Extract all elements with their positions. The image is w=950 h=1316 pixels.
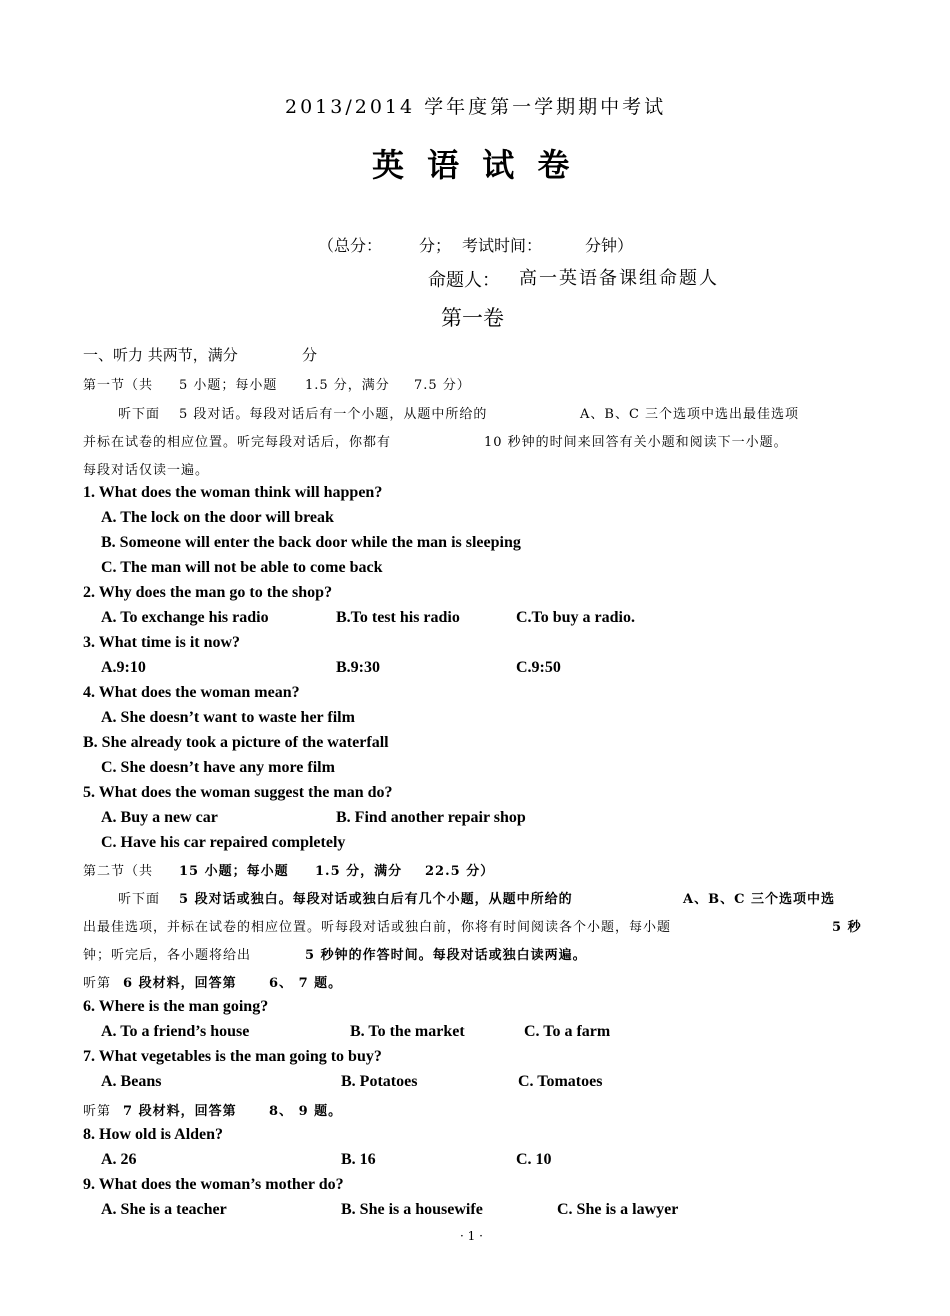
question-3: 3. What time is it now? bbox=[83, 634, 241, 651]
part1-total: 7.5 分） bbox=[414, 378, 471, 393]
part1-instr1-a: 听下面 bbox=[118, 407, 161, 422]
time-unit: 分钟） bbox=[585, 236, 634, 255]
q1-option-a: A. The lock on the door will break bbox=[101, 509, 334, 526]
section-heading-unit: 分 bbox=[302, 346, 318, 364]
q6-option-b: B. To the market bbox=[350, 1023, 465, 1040]
part2-label: 第二节（共 bbox=[83, 864, 154, 879]
q8-option-a: A. 26 bbox=[101, 1151, 137, 1168]
part2-instr1-b: 5 段对话或独白。每段对话或独白后有几个小题，从题中所给的 bbox=[179, 892, 573, 907]
segment6-label: 听第 bbox=[83, 976, 112, 991]
part1-instr3: 每段对话仅读一遍。 bbox=[83, 463, 210, 478]
q9-option-a: A. She is a teacher bbox=[101, 1201, 227, 1218]
question-6: 6. Where is the man going? bbox=[83, 998, 269, 1015]
part2-instr3-a: 钟；听完后，各小题将给出 bbox=[83, 948, 252, 963]
q6-option-a: A. To a friend’s house bbox=[101, 1023, 250, 1040]
part2-total: 22.5 分） bbox=[425, 864, 495, 879]
exam-time-label: 考试时间： bbox=[462, 236, 543, 255]
question-5: 5. What does the woman suggest the man do? bbox=[83, 784, 393, 801]
part1-points: 1.5 分，满分 bbox=[305, 378, 390, 393]
q4-option-a: A. She doesn’t want to waste her film bbox=[101, 709, 355, 726]
q1-option-c: C. The man will not be able to come back bbox=[101, 559, 383, 576]
q4-option-c: C. She doesn’t have any more film bbox=[101, 759, 335, 776]
q2-option-a: A. To exchange his radio bbox=[101, 609, 269, 626]
part1-instr2-b: 10 秒钟的时间来回答有关小题和阅读下一小题。 bbox=[484, 435, 788, 450]
part2-count: 15 小题；每小题 bbox=[179, 864, 289, 879]
q3-option-a: A.9:10 bbox=[101, 659, 146, 676]
part1-label: 第一节（共 bbox=[83, 378, 154, 393]
part2-instr3-b: 5 秒钟的作答时间。每段对话或独白读两遍。 bbox=[305, 948, 587, 963]
part1-instr2-a: 并标在试卷的相应位置。听完每段对话后，你都有 bbox=[83, 435, 392, 450]
q8-option-b: B. 16 bbox=[341, 1151, 376, 1168]
exam-title: 英 语 试 卷 bbox=[372, 146, 576, 184]
segment7-material: 7 段材料，回答第 bbox=[123, 1104, 237, 1119]
part2-instr1-c: A、B、C 三个选项中选 bbox=[683, 892, 835, 907]
question-8: 8. How old is Alden? bbox=[83, 1126, 224, 1143]
part2-instr2-b: 5 秒 bbox=[832, 920, 862, 935]
question-2: 2. Why does the man go to the shop? bbox=[83, 584, 333, 601]
q5-option-c: C. Have his car repaired completely bbox=[101, 834, 346, 851]
q8-option-c: C. 10 bbox=[516, 1151, 552, 1168]
q5-option-a: A. Buy a new car bbox=[101, 809, 218, 826]
q7-option-c: C. Tomatoes bbox=[518, 1073, 603, 1090]
segment7-questions: 8、 9 题。 bbox=[269, 1104, 343, 1119]
q9-option-c: C. She is a lawyer bbox=[557, 1201, 679, 1218]
q3-option-b: B.9:30 bbox=[336, 659, 380, 676]
score-unit: 分； bbox=[419, 236, 452, 255]
q9-option-b: B. She is a housewife bbox=[341, 1201, 483, 1218]
volume-title: 第一卷 bbox=[441, 306, 504, 330]
question-7: 7. What vegetables is the man going to buy? bbox=[83, 1048, 382, 1065]
part1-instr1-b: 5 段对话。每段对话后有一个小题，从题中所给的 bbox=[179, 407, 488, 422]
q3-option-c: C.9:50 bbox=[516, 659, 561, 676]
segment7-label: 听第 bbox=[83, 1104, 112, 1119]
question-9: 9. What does the woman’s mother do? bbox=[83, 1176, 344, 1193]
part2-instr1-a: 听下面 bbox=[118, 892, 161, 907]
q4-option-b: B. She already took a picture of the waterfall bbox=[83, 734, 389, 751]
author-value: 高一英语备课组命题人 bbox=[519, 268, 719, 289]
q7-option-a: A. Beans bbox=[101, 1073, 162, 1090]
q2-option-b: B.To test his radio bbox=[336, 609, 460, 626]
page-number: · 1 · bbox=[460, 1229, 483, 1243]
exam-year-line: 2013/2014 学年度第一学期期中考试 bbox=[285, 96, 667, 118]
part1-instr1-c: A、B、C 三个选项中选出最佳选项 bbox=[580, 407, 800, 422]
question-1: 1. What does the woman think will happen? bbox=[83, 484, 383, 501]
segment6-material: 6 段材料，回答第 bbox=[123, 976, 237, 991]
author-label: 命题人： bbox=[428, 270, 500, 291]
part2-instr2-a: 出最佳选项，并标在试卷的相应位置。听每段对话或独白前，你将有时间阅读各个小题，每小题 bbox=[83, 920, 672, 935]
part1-count: 5 小题；每小题 bbox=[179, 378, 278, 393]
segment6-questions: 6、 7 题。 bbox=[269, 976, 343, 991]
section-heading: 一、听力 共两节，满分 bbox=[83, 346, 238, 364]
q6-option-c: C. To a farm bbox=[524, 1023, 611, 1040]
q5-option-b: B. Find another repair shop bbox=[336, 809, 526, 826]
total-score-label: （总分： bbox=[318, 236, 383, 255]
q7-option-b: B. Potatoes bbox=[341, 1073, 418, 1090]
question-4: 4. What does the woman mean? bbox=[83, 684, 300, 701]
q2-option-c: C.To buy a radio. bbox=[516, 609, 635, 626]
q1-option-b: B. Someone will enter the back door while the man is sleeping bbox=[101, 534, 521, 551]
part2-points: 1.5 分，满分 bbox=[315, 864, 403, 879]
